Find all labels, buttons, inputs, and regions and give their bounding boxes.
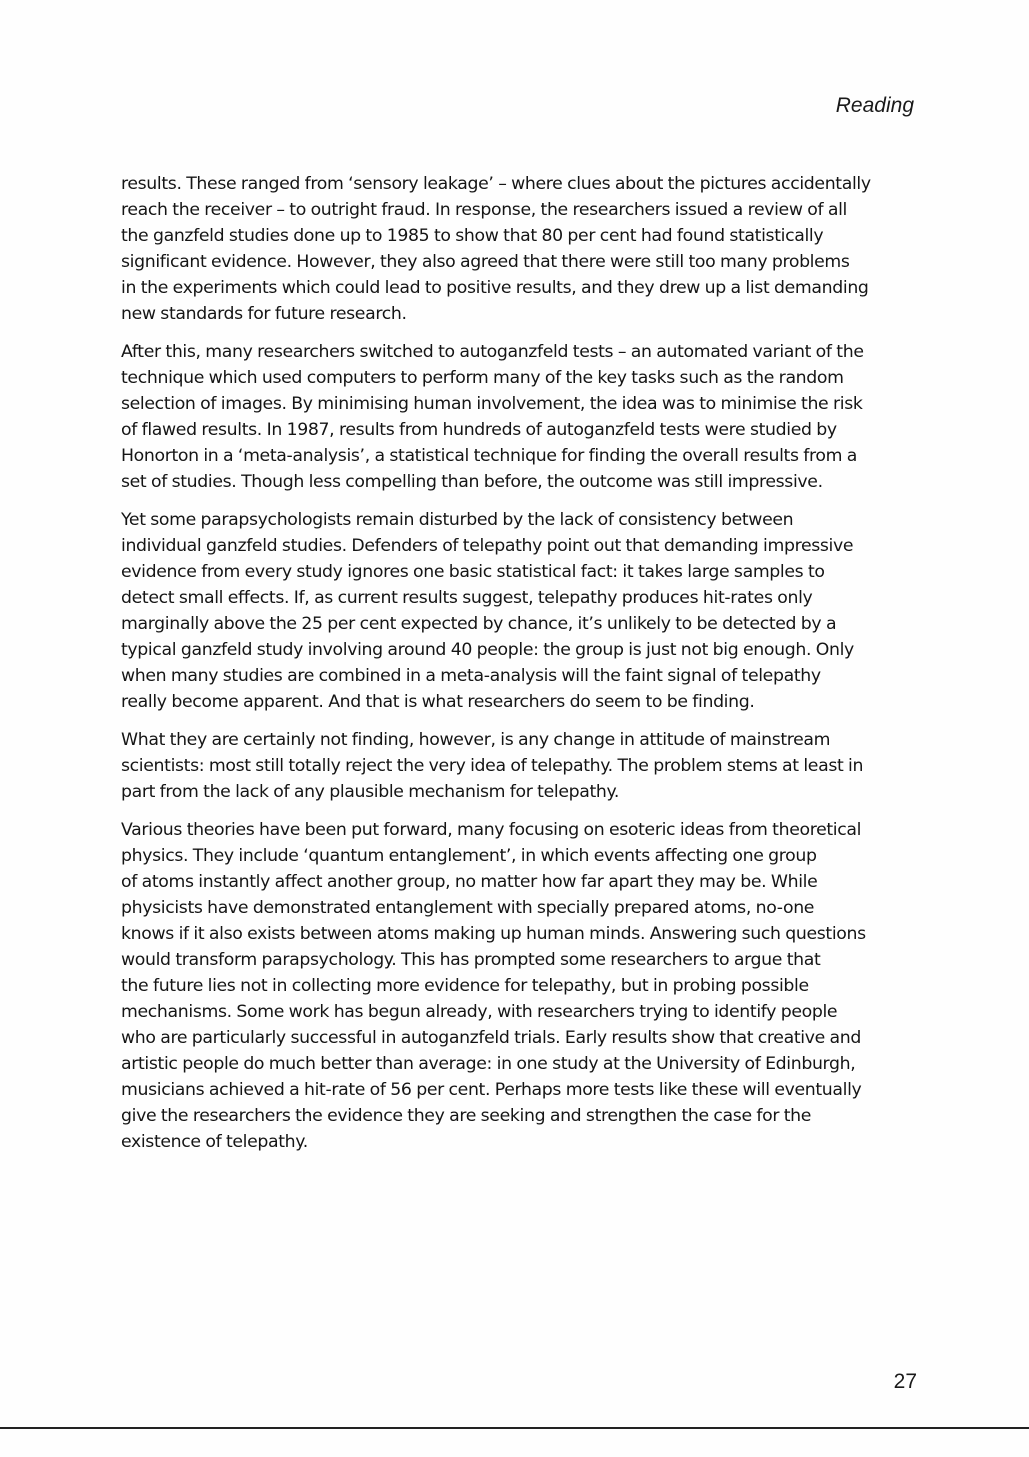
- bottom-rule: [0, 1427, 1029, 1429]
- text-line: evidence from every study ignores one basic statistical fact: it takes large samples to: [121, 562, 825, 582]
- paragraph: [121, 171, 913, 327]
- text-line: detect small effects. If, as current results suggest, telepathy produces hit-rates only: [121, 588, 813, 608]
- text-line: What they are certainly not finding, however, is any change in attitude of mainstream: [121, 730, 831, 750]
- text-line: set of studies. Though less compelling than before, the outcome was still impressive.: [121, 472, 823, 492]
- text-line: existence of telepathy.: [121, 1132, 308, 1152]
- text-line: scientists: most still totally reject the very idea of telepathy. The problem stems at least in: [121, 756, 864, 776]
- text-line: Honorton in a ‘meta-analysis’, a statistical technique for finding the overall results from a: [121, 446, 857, 466]
- text-line: of atoms instantly affect another group, no matter how far apart they may be. While: [121, 872, 818, 892]
- body-text: [121, 171, 913, 1167]
- text-line: technique which used computers to perform many of the key tasks such as the random: [121, 368, 844, 388]
- text-line: physics. They include ‘quantum entanglement’, in which events affecting one group: [121, 846, 817, 866]
- text-line: After this, many researchers switched to autoganzfeld tests – an automated variant of the: [121, 342, 864, 362]
- text-line: knows if it also exists between atoms making up human minds. Answering such questions: [121, 924, 866, 944]
- text-line: part from the lack of any plausible mechanism for telepathy.: [121, 782, 620, 802]
- text-line: who are particularly successful in autoganzfeld trials. Early results show that creative and: [121, 1028, 861, 1048]
- text-line: of flawed results. In 1987, results from hundreds of autoganzfeld tests were studied by: [121, 420, 837, 440]
- text-line: physicists have demonstrated entanglement with specially prepared atoms, no-one: [121, 898, 815, 918]
- page-number: 27: [893, 1370, 917, 1393]
- text-line: really become apparent. And that is what researchers do seem to be finding.: [121, 692, 755, 712]
- text-line: results. These ranged from ‘sensory leakage’ – where clues about the pictures accidentally: [121, 174, 871, 194]
- text-line: marginally above the 25 per cent expected by chance, it’s unlikely to be detected by a: [121, 614, 837, 634]
- paragraph: [121, 507, 913, 715]
- text-line: the future lies not in collecting more evidence for telepathy, but in probing possible: [121, 976, 809, 996]
- text-line: Yet some parapsychologists remain disturbed by the lack of consistency between: [121, 510, 794, 530]
- text-line: give the researchers the evidence they are seeking and strengthen the case for the: [121, 1106, 812, 1126]
- text-line: significant evidence. However, they also agreed that there were still too many problems: [121, 252, 850, 272]
- paragraph: [121, 727, 913, 805]
- text-line: selection of images. By minimising human involvement, the idea was to minimise the risk: [121, 394, 863, 414]
- text-line: the ganzfeld studies done up to 1985 to show that 80 per cent had found statistically: [121, 226, 824, 246]
- text-line: Various theories have been put forward, many focusing on esoteric ideas from theoretical: [121, 820, 862, 840]
- text-line: new standards for future research.: [121, 304, 407, 324]
- running-header: Reading: [835, 94, 914, 117]
- text-line: artistic people do much better than average: in one study at the University of Edinburgh,: [121, 1054, 856, 1074]
- text-line: in the experiments which could lead to positive results, and they drew up a list demanding: [121, 278, 869, 298]
- paragraph: [121, 817, 913, 1155]
- paragraph: [121, 339, 913, 495]
- text-line: musicians achieved a hit-rate of 56 per cent. Perhaps more tests like these will eventually: [121, 1080, 862, 1100]
- text-line: mechanisms. Some work has begun already, with researchers trying to identify people: [121, 1002, 838, 1022]
- text-line: reach the receiver – to outright fraud. In response, the researchers issued a review of all: [121, 200, 848, 220]
- text-line: when many studies are combined in a meta-analysis will the faint signal of telepathy: [121, 666, 821, 686]
- text-line: individual ganzfeld studies. Defenders of telepathy point out that demanding impressive: [121, 536, 854, 556]
- text-line: would transform parapsychology. This has prompted some researchers to argue that: [121, 950, 821, 970]
- text-line: typical ganzfeld study involving around 40 people: the group is just not big enough. Only: [121, 640, 854, 660]
